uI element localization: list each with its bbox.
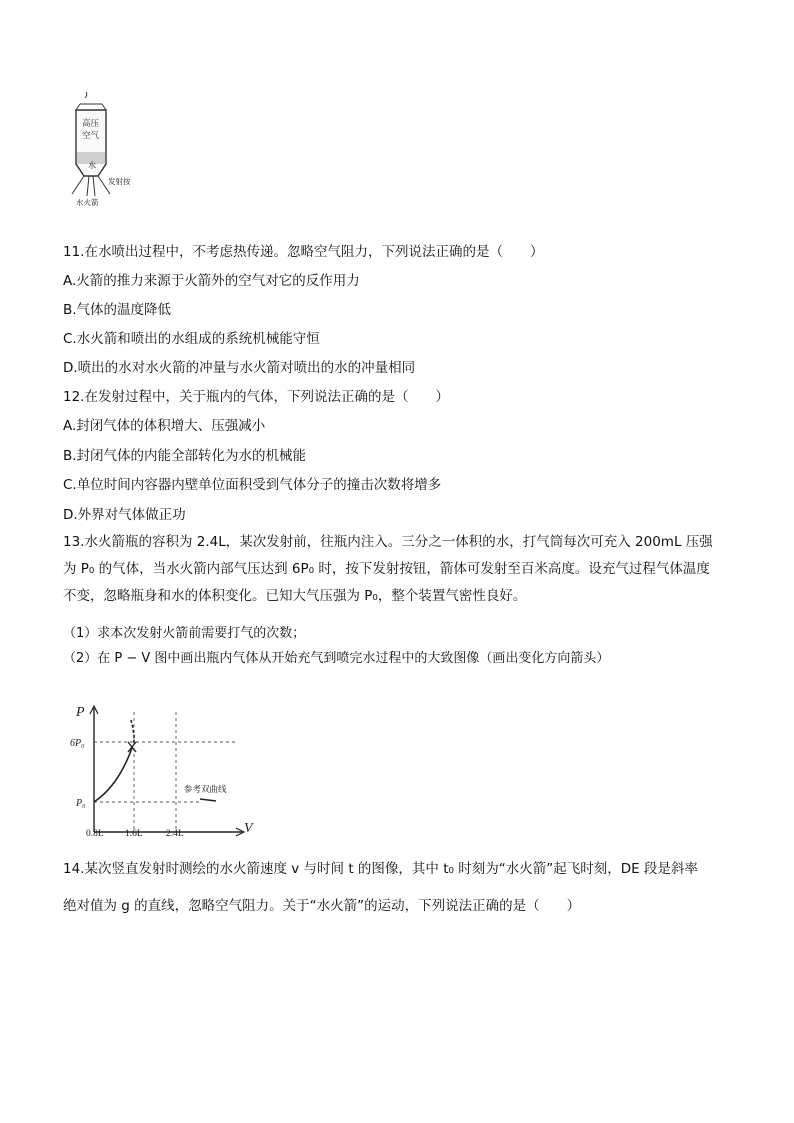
p-tick-6p0: 6P₀: [70, 738, 85, 749]
gas-label-1: 高压: [82, 119, 100, 129]
v-axis-label: V: [244, 821, 253, 836]
q12-stem: 12.在发射过程中，关于瓶内的气体，下列说法正确的是（ ）: [63, 389, 449, 405]
q11-option-b: B.气体的温度降低: [63, 302, 172, 318]
rocket-base-label: 水火箭: [76, 198, 99, 207]
pv-graph: [70, 698, 260, 840]
q14-line-1: 14.某次竖直发射时测绘的水火箭速度 v 与时间 t 的图像，其中 t₀ 时刻为“水火箭”起飞时刻，DE 段是斜率: [63, 861, 698, 877]
v-tick-1.6: 1.6L: [125, 829, 143, 839]
p-tick-p0: P₀: [76, 798, 86, 809]
hyperbola-sample-stroke: [200, 799, 216, 801]
q14-line-2: 绝对值为 g 的直线，忽略空气阻力。关于“水火箭”的运动，下列说法正确的是（ ）: [63, 898, 581, 914]
arrow-mark: [128, 742, 136, 752]
q11-option-c: C.水火箭和喷出的水组成的系统机械能守恒: [63, 331, 320, 347]
launch-button-label: 发射按: [108, 177, 131, 186]
q12-option-b: B.封闭气体的内能全部转化为水的机械能: [63, 448, 307, 464]
q12-option-a: A.封闭气体的体积增大、压强减小: [63, 418, 266, 434]
q11-option-a: A.火箭的推力来源于火箭外的空气对它的反作用力: [63, 273, 360, 289]
v-tick-0.8: 0.8L: [86, 829, 104, 839]
v-tick-2.4: 2.4L: [166, 829, 184, 839]
gas-label-2: 空气: [82, 131, 100, 141]
hyperbola-note: 参考双曲线: [184, 785, 227, 795]
q11-stem: 11.在水喷出过程中，不考虑热传递。忽略空气阻力，下列说法正确的是（ ）: [63, 244, 544, 260]
q12-option-d: D.外界对气体做正功: [63, 507, 186, 523]
q13-sub-2: （2）在 P − V 图中画出瓶内气体从开始充气到喷完水过程中的大致图像（画出变化方向箭头）: [63, 651, 610, 666]
water-rocket-figure: [58, 86, 168, 210]
charging-curve: [94, 748, 132, 802]
q12-option-c: C.单位时间内容器内壁单位面积受到气体分子的撞击次数将增多: [63, 477, 442, 493]
q13-line-3: 不变，忽略瓶身和水的体积变化。已知大气压强为 P₀，整个装置气密性良好。: [63, 588, 527, 604]
water-label: 水: [88, 161, 96, 170]
q13-line-1: 13.水火箭瓶的容积为 2.4L，某次发射前，往瓶内注入。三分之一体积的水，打气筒每次可充入 200mL 压强: [63, 534, 713, 550]
q13-sub-1: （1）求本次发射火箭前需要打气的次数；: [63, 626, 306, 641]
q13-line-2: 为 P₀ 的气体，当水火箭内部气压达到 6P₀ 时，按下发射按钮，箭体可发射至百米高度。设充气过程气体温度: [63, 561, 710, 577]
expansion-curve-dashed: [131, 720, 134, 744]
q11-option-d: D.喷出的水对水火箭的冲量与水火箭对喷出的水的冲量相同: [63, 360, 416, 376]
p-axis-label: P: [76, 705, 85, 720]
rocket-tip-mark: [85, 92, 87, 98]
